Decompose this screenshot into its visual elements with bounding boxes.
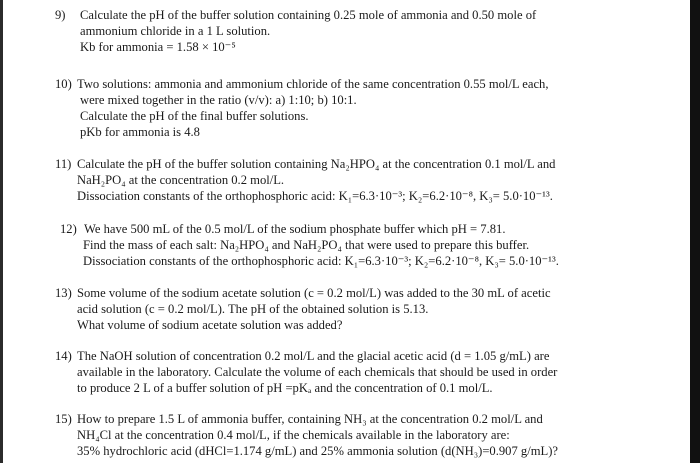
problem-line: available in the laboratory. Calculate the volume of each chemicals that should be used in order <box>77 365 558 379</box>
problem-line: Find the mass of each salt: Na₂HPO₄ and NaH₂PO₄ that were used to prepare this buffer. <box>83 238 530 252</box>
problem-line: Dissociation constants of the orthophosphoric acid: K₁=6.3·10⁻³; K₂=6.2·10⁻⁸, K₃= 5.0·10⁻¹³. <box>77 189 553 203</box>
problem-number: 15) <box>55 412 72 426</box>
left-page-edge <box>0 0 3 463</box>
problem-line: ammonium chloride in a 1 L solution. <box>80 24 271 38</box>
problem-line: Calculate the pH of the buffer solution containing 0.25 mole of ammonia and 0.50 mole of <box>80 8 537 22</box>
problem-line: Some volume of the sodium acetate solution (c = 0.2 mol/L) was added to the 30 mL of acetic <box>77 286 551 300</box>
problem-line: 35% hydrochloric acid (dHCl=1.174 g/mL) and 25% ammonia solution (d(NH₃)=0.907 g/mL)? <box>77 444 558 458</box>
problem-line: acid solution (c = 0.2 mol/L). The pH of the obtained solution is 5.13. <box>77 302 429 316</box>
problem-line: We have 500 mL of the 0.5 mol/L of the sodium phosphate buffer which pH = 7.81. <box>84 222 506 236</box>
problem-line: Calculate the pH of the buffer solution containing Na₂HPO₄ at the concentration 0.1 mol/L and <box>77 157 556 171</box>
problem-number: 13) <box>55 286 72 300</box>
problem-number: 11) <box>55 157 72 171</box>
problem-line: NH₄Cl at the concentration 0.4 mol/L, if the chemicals available in the laboratory are: <box>77 428 510 442</box>
problem-line: Two solutions: ammonia and ammonium chloride of the same concentration 0.55 mol/L each, <box>77 77 549 91</box>
problem-line: The NaOH solution of concentration 0.2 mol/L and the glacial acetic acid (d = 1.05 g/mL) are <box>77 349 550 363</box>
problem-number: 12) <box>60 222 77 236</box>
problem-line: pKb for ammonia is 4.8 <box>80 125 200 139</box>
problem-number: 9) <box>55 8 66 22</box>
problem-number: 10) <box>55 77 72 91</box>
right-page-edge <box>690 0 700 463</box>
problem-line: Kb for ammonia = 1.58 × 10⁻⁵ <box>80 40 236 54</box>
problem-line: to produce 2 L of a buffer solution of pH =pKₐ and the concentration of 0.1 mol/L. <box>77 381 493 395</box>
problem-line: NaH₂PO₄ at the concentration 0.2 mol/L. <box>77 173 285 187</box>
problem-line: What volume of sodium acetate solution was added? <box>77 318 343 332</box>
problem-line: Calculate the pH of the final buffer solutions. <box>80 109 309 123</box>
problem-line: were mixed together in the ratio (v/v): a) 1:10; b) 10:1. <box>80 93 357 107</box>
problem-line: Dissociation constants of the orthophosphoric acid: K₁=6.3·10⁻³; K₂=6.2·10⁻⁸, K₃= 5.0·10⁻¹³. <box>83 254 559 268</box>
problem-number: 14) <box>55 349 72 363</box>
problem-line: How to prepare 1.5 L of ammonia buffer, containing NH₃ at the concentration 0.2 mol/L and <box>77 412 543 426</box>
